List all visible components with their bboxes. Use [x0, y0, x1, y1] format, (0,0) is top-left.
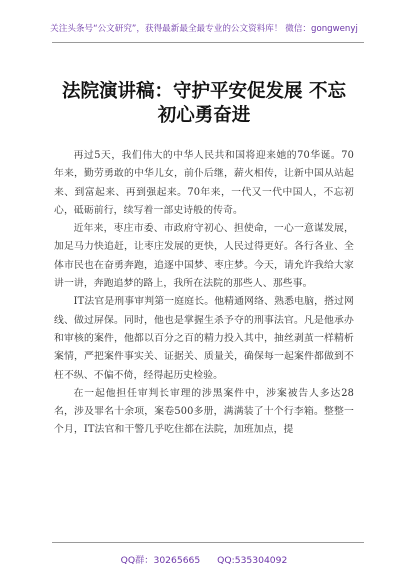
document-title: [0, 80, 408, 128]
title-line-2: 初心勇奋进: [157, 105, 251, 126]
paragraph: 近年来，枣庄市委、市政府守初心、担使命，一心一意谋发展，加足马力快追赶，让枣庄发展的更快，人民过得更好。各行各业、全体市民也在奋勇奔跑，追逐中国梦、枣庄梦。今天，请允许我给大家讲一讲，奔跑追梦的路上，我所在法院的那些人、那些事。: [54, 223, 354, 290]
footer-divider: [52, 542, 364, 543]
document-body: [54, 147, 354, 440]
paragraph: 再过5天，我们伟大的中华人民共和国将迎来她的70华诞。70年来，勤劳勇敢的中华儿女，前仆后继，薪火相传，让新中国从站起来、到富起来、再到强起来。70年来，一代又一代中国人，不忘初心，砥砺前行，续写着一部史诗般的传奇。: [54, 150, 354, 216]
footer: [0, 552, 408, 566]
footer-qq-group: QQ群：30265665: [120, 555, 201, 566]
footer-qq: QQ:535304092: [217, 555, 288, 566]
paragraph: IT法官是刑事审判第一庭庭长。他精通网络、熟悉电脑，搭过网线、做过屏保。同时，他也是掌握生杀予夺的刑事法官。凡是他承办和审核的案件，他都以百分之百的精力投入其中，抽丝剥茧一样精析案情，严把案件事实关、证据关、质量关，确保每一起案件都做到不枉不纵、不偏不倚，经得起历史检验。: [54, 296, 354, 381]
paragraph: 在一起他担任审判长审理的涉黑案件中，涉案被告人多达28名，涉及罪名十余项，案卷500多册，满满装了十个行李箱。整整一个月，IT法官和干警几乎吃住都在法院，加班加点，提: [54, 387, 354, 436]
title-line-1: 法院演讲稿：守护平安促发展 不忘: [62, 81, 346, 102]
header-banner: 关注头条号“公文研究”，获得最新最全最专业的公文资料库！ 微信：gongwenyj: [50, 24, 358, 34]
header-divider: [52, 42, 364, 43]
